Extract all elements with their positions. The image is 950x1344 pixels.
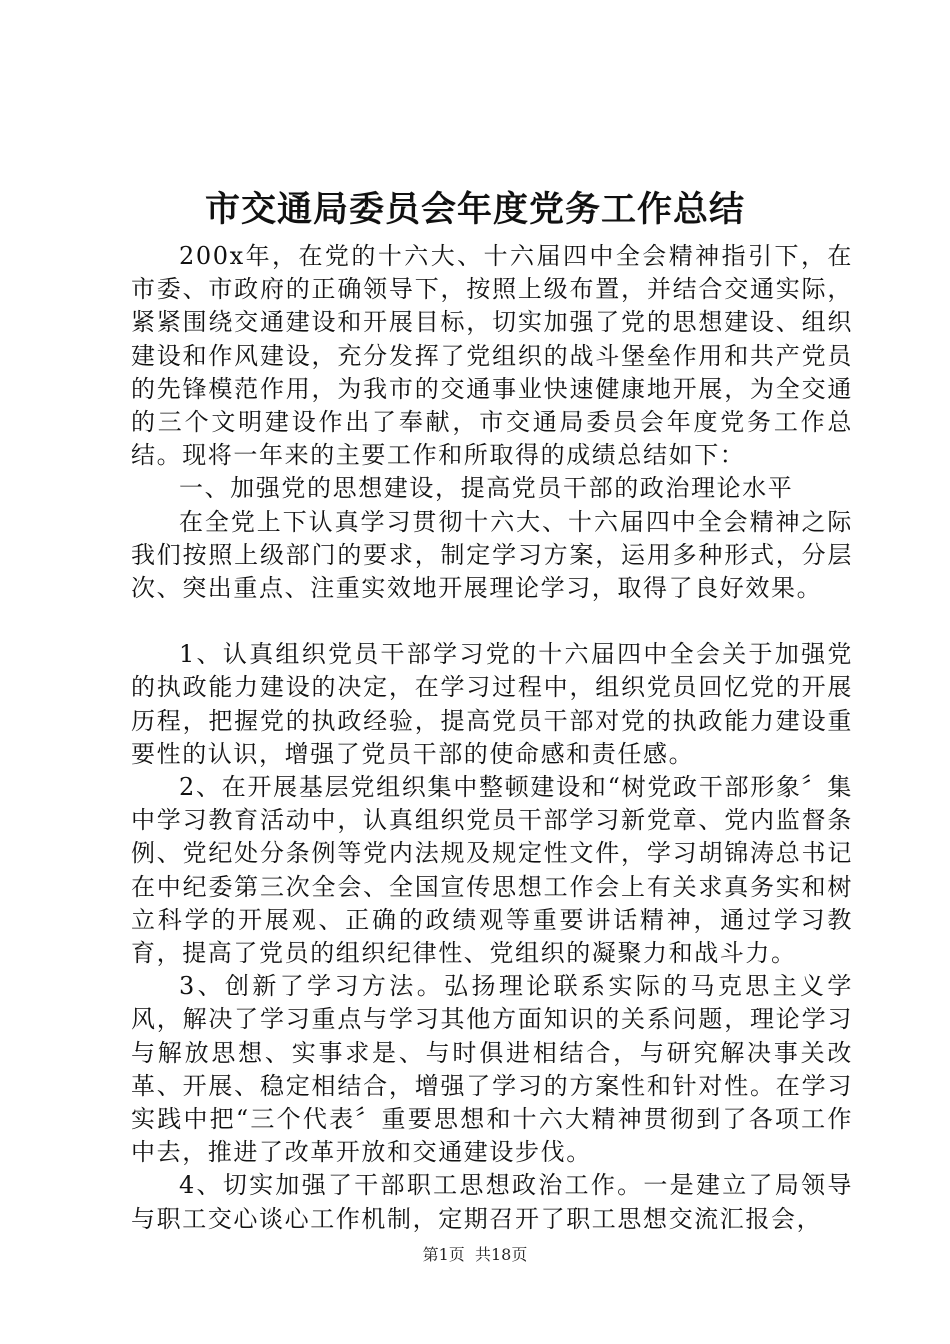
intro-paragraph: 200x年，在党的十六大、十六届四中全会精神指引下，在市委、市政府的正确领导下，按照上级布置，并结合交通实际，紧紧围绕交通建设和开展目标，切实加强了党的思想建设、组织建设和作风建设，充分发挥了党组织的战斗堡垒作用和共产党员的先锋模范作用，为我市的交通事业快速健康地开展，为全交通的三个文明建设作出了奉献，市交通局委员会年度党务工作总结。现将一年来的主要工作和所取得的成绩总结如下： bbox=[131, 242, 853, 470]
section-heading-1: 一、加强党的思想建设，提高党员干部的政治理论水平 bbox=[179, 474, 794, 503]
document-body bbox=[131, 240, 853, 1236]
section-intro-paragraph: 在全党上下认真学习贯彻十六大、十六届四中全会精神之际我们按照上级部门的要求，制定学习方案，运用多种形式，分层次、突出重点、注重实效地开展理论学习，取得了良好效果。 bbox=[131, 507, 853, 603]
item-paragraph-3: 3、创新了学习方法。弘扬理论联系实际的马克思主义学风，解决了学习重点与学习其他方面知识的关系问题，理论学习与解放思想、实事求是、与时俱进相结合，与研究解决事关改革、开展、稳定相结合，增强了学习的方案性和针对性。在学习实践中把“三个代表〞重要思想和十六大精神贯彻到了各项工作中去，推进了改革开放和交通建设步伐。 bbox=[131, 972, 853, 1167]
document-title: 市交通局委员会年度党务工作总结 bbox=[204, 189, 745, 230]
item-paragraph-4: 4、切实加强了干部职工思想政治工作。一是建立了局领导与职工交心谈心工作机制，定期召开了职工思想交流汇报会， bbox=[131, 1171, 853, 1233]
paragraph-spacer bbox=[131, 605, 853, 638]
page-number: 第1页 bbox=[422, 1245, 465, 1264]
page-total: 共18页 bbox=[474, 1245, 528, 1264]
item-paragraph-1: 1、认真组织党员干部学习党的十六届四中全会关于加强党的执政能力建设的决定，在学习过程中，组织党员回忆党的开展历程，把握党的执政经验，提高党员干部对党的执政能力建设重要性的认识，增强了党员干部的使命感和责任感。 bbox=[131, 640, 853, 768]
item-paragraph-2: 2、在开展基层党组织集中整顿建设和“树党政干部形象〞集中学习教育活动中，认真组织党员干部学习新党章、党内监督条例、党纪处分条例等党内法规及规定性文件，学习胡锦涛总书记在中纪委第三次全会、全国宣传思想工作会上有关求真务实和树立科学的开展观、正确的政绩观等重要讲话精神，通过学习教育，提高了党员的组织纪律性、党组织的凝聚力和战斗力。 bbox=[131, 773, 853, 968]
page-footer bbox=[0, 1244, 950, 1266]
